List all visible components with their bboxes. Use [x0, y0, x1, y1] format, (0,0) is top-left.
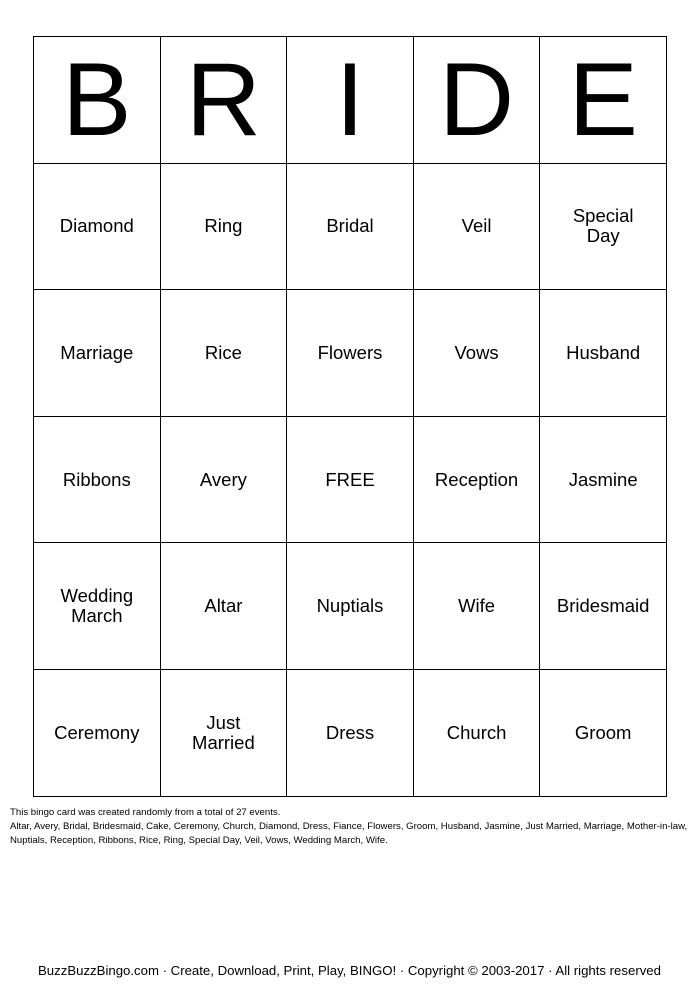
cell-text: Wife	[458, 595, 496, 617]
header-letter: B	[62, 41, 132, 158]
header-letter-r	[160, 37, 287, 164]
page-footer: BuzzBuzzBingo.com · Create, Download, Print, Play, BINGO! · Copyright © 2003-2017 · All rights reserved	[38, 963, 661, 978]
cell-text: Reception	[434, 468, 519, 490]
cell-text: Flowers	[317, 341, 383, 363]
bingo-header-row	[34, 37, 667, 164]
bingo-row	[34, 416, 667, 543]
cell-text: Altar	[204, 595, 243, 617]
bingo-cell	[287, 669, 414, 796]
cell-text: Veil	[461, 215, 492, 237]
cell-text: Ceremony	[54, 721, 140, 743]
bingo-cell	[34, 163, 161, 290]
cell-text: Ring	[204, 215, 243, 237]
cell-text: Bridesmaid	[556, 595, 650, 617]
bingo-cell	[160, 669, 287, 796]
cell-text: Diamond	[59, 215, 134, 237]
bingo-cell	[413, 290, 540, 417]
cell-text: Dress	[325, 721, 375, 743]
cell-text: Just Married	[192, 711, 255, 753]
header-letter-b	[34, 37, 161, 164]
cell-text: Special Day	[572, 205, 634, 247]
cell-text: Nuptials	[316, 595, 384, 617]
bingo-cell	[413, 543, 540, 670]
header-letter-i	[287, 37, 414, 164]
bingo-cell	[287, 543, 414, 670]
header-letter: D	[439, 41, 515, 158]
bingo-cell	[160, 163, 287, 290]
cell-text: Avery	[199, 468, 247, 490]
bingo-cell	[540, 290, 667, 417]
cell-text: Church	[446, 721, 507, 743]
bingo-cell	[287, 290, 414, 417]
bingo-cell	[160, 416, 287, 543]
bingo-cell	[540, 163, 667, 290]
cell-text: Groom	[574, 721, 632, 743]
bingo-cell	[413, 416, 540, 543]
bingo-cell	[413, 669, 540, 796]
cell-text: Wedding March	[60, 585, 134, 627]
header-letter-e	[540, 37, 667, 164]
cell-text: Marriage	[60, 341, 134, 363]
bingo-cell	[34, 669, 161, 796]
bingo-cell	[34, 543, 161, 670]
cell-text: FREE	[325, 468, 375, 490]
bingo-cell	[34, 290, 161, 417]
bingo-cell	[540, 669, 667, 796]
cell-text: Bridal	[326, 215, 374, 237]
cell-text: Husband	[566, 341, 641, 363]
bingo-cell	[34, 416, 161, 543]
cell-text: Vows	[454, 341, 499, 363]
bingo-row	[34, 163, 667, 290]
bingo-cell	[287, 163, 414, 290]
bingo-row	[34, 669, 667, 796]
bingo-cell-free	[287, 416, 414, 543]
cell-text: Jasmine	[568, 468, 638, 490]
card-info	[10, 806, 690, 848]
card-info-events: Altar, Avery, Bridal, Bridesmaid, Cake, Ceremony, Church, Diamond, Dress, Fiance, Flowers, Groom, Husband, Jasmine, Just Married, Marriage, Mother-in-law, Nuptials, Reception, Ribbons, Rice, Ring, Special Day, Veil, Vows, Wedding March, Wife.	[10, 821, 688, 846]
bingo-cell	[160, 290, 287, 417]
header-letter: E	[568, 41, 638, 158]
bingo-row	[34, 290, 667, 417]
header-letter-d	[413, 37, 540, 164]
cell-text: Ribbons	[62, 468, 131, 490]
bingo-cell	[540, 543, 667, 670]
bingo-row	[34, 543, 667, 670]
bingo-card	[33, 36, 667, 797]
cell-text: Rice	[204, 341, 242, 363]
card-info-summary: This bingo card was created randomly from a total of 27 events.	[10, 807, 281, 818]
bingo-cell	[160, 543, 287, 670]
bingo-cell	[540, 416, 667, 543]
header-letter: I	[335, 41, 365, 158]
header-letter: R	[185, 41, 261, 158]
bingo-cell	[413, 163, 540, 290]
